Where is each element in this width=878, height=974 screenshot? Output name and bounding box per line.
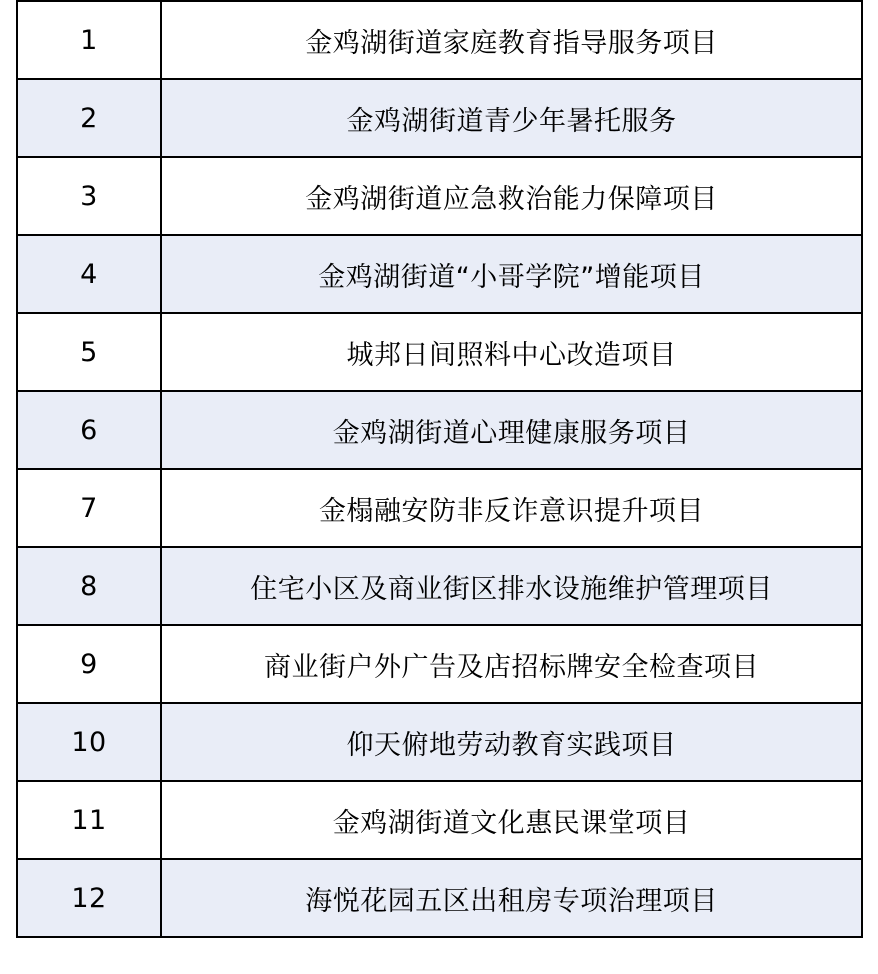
table-row [17,703,862,781]
project-name: 金鸡湖街道“小哥学院”增能项目 [161,235,862,313]
table-row [17,391,862,469]
row-number: 1 [17,1,161,79]
row-number: 2 [17,79,161,157]
project-name: 金鸡湖街道青少年暑托服务 [161,79,862,157]
table-row [17,157,862,235]
project-table [16,0,863,938]
row-number: 11 [17,781,161,859]
row-number: 3 [17,157,161,235]
project-name: 金鸡湖街道应急救治能力保障项目 [161,157,862,235]
table-row [17,547,862,625]
row-number: 8 [17,547,161,625]
project-name: 海悦花园五区出租房专项治理项目 [161,859,862,937]
row-number: 10 [17,703,161,781]
table-row [17,79,862,157]
table-row [17,625,862,703]
project-name: 仰天俯地劳动教育实践项目 [161,703,862,781]
project-name: 城邦日间照料中心改造项目 [161,313,862,391]
project-table-container [16,0,863,938]
row-number: 12 [17,859,161,937]
table-row [17,469,862,547]
table-row [17,235,862,313]
row-number: 4 [17,235,161,313]
row-number: 7 [17,469,161,547]
row-number: 9 [17,625,161,703]
row-number: 6 [17,391,161,469]
project-name: 金鸡湖街道家庭教育指导服务项目 [161,1,862,79]
project-name: 商业街户外广告及店招标牌安全检查项目 [161,625,862,703]
table-row [17,313,862,391]
table-row [17,1,862,79]
project-name: 金鸡湖街道心理健康服务项目 [161,391,862,469]
table-row [17,781,862,859]
project-name: 金鸡湖街道文化惠民课堂项目 [161,781,862,859]
project-name: 金榻融安防非反诈意识提升项目 [161,469,862,547]
table-row [17,859,862,937]
row-number: 5 [17,313,161,391]
project-name: 住宅小区及商业街区排水设施维护管理项目 [161,547,862,625]
